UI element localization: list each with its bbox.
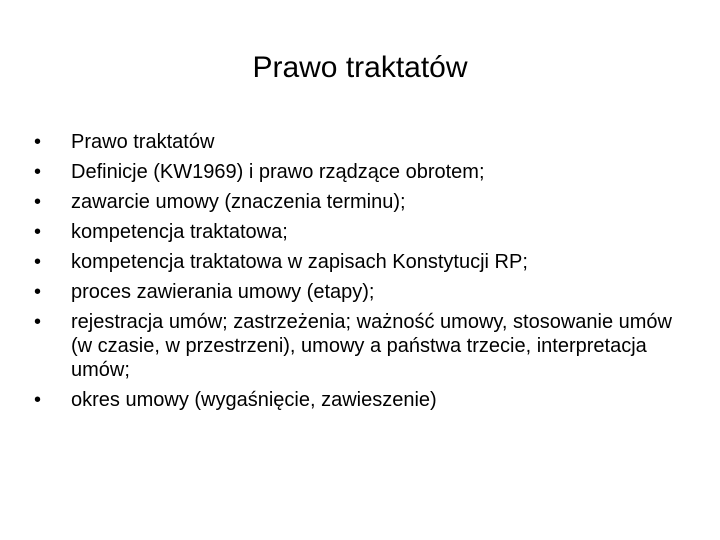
bullet-dot-icon: •	[34, 251, 42, 273]
bullet-text: kompetencja traktatowa w zapisach Konstytucji RP;	[71, 251, 528, 273]
bullet-dot-icon: •	[34, 161, 42, 183]
bullet-dot-icon: •	[34, 311, 42, 333]
bullet-text: kompetencja traktatowa;	[71, 221, 288, 243]
bullet-text: zawarcie umowy (znaczenia terminu);	[71, 191, 406, 213]
bullet-list	[34, 130, 674, 418]
bullet-text: Prawo traktatów	[71, 131, 215, 153]
slide-title: Prawo traktatów	[252, 51, 468, 84]
bullet-item	[34, 388, 674, 412]
bullet-text: Definicje (KW1969) i prawo rządzące obrotem;	[71, 161, 485, 183]
bullet-item	[34, 190, 674, 214]
bullet-text: okres umowy (wygaśnięcie, zawieszenie)	[71, 389, 437, 411]
bullet-dot-icon: •	[34, 221, 42, 243]
bullet-item	[34, 220, 674, 244]
bullet-dot-icon: •	[34, 281, 42, 303]
bullet-item	[34, 160, 674, 184]
bullet-item	[34, 310, 674, 382]
bullet-item	[34, 130, 674, 154]
bullet-text: rejestracja umów; zastrzeżenia; ważność umowy, stosowanie umów (w czasie, w przestrzeni), umowy a państwa trzecie, interpretacja umów;	[71, 311, 672, 381]
bullet-item	[34, 250, 674, 274]
bullet-text: proces zawierania umowy (etapy);	[71, 281, 375, 303]
bullet-dot-icon: •	[34, 389, 42, 411]
bullet-dot-icon: •	[34, 191, 42, 213]
bullet-dot-icon: •	[34, 131, 42, 153]
bullet-item	[34, 280, 674, 304]
